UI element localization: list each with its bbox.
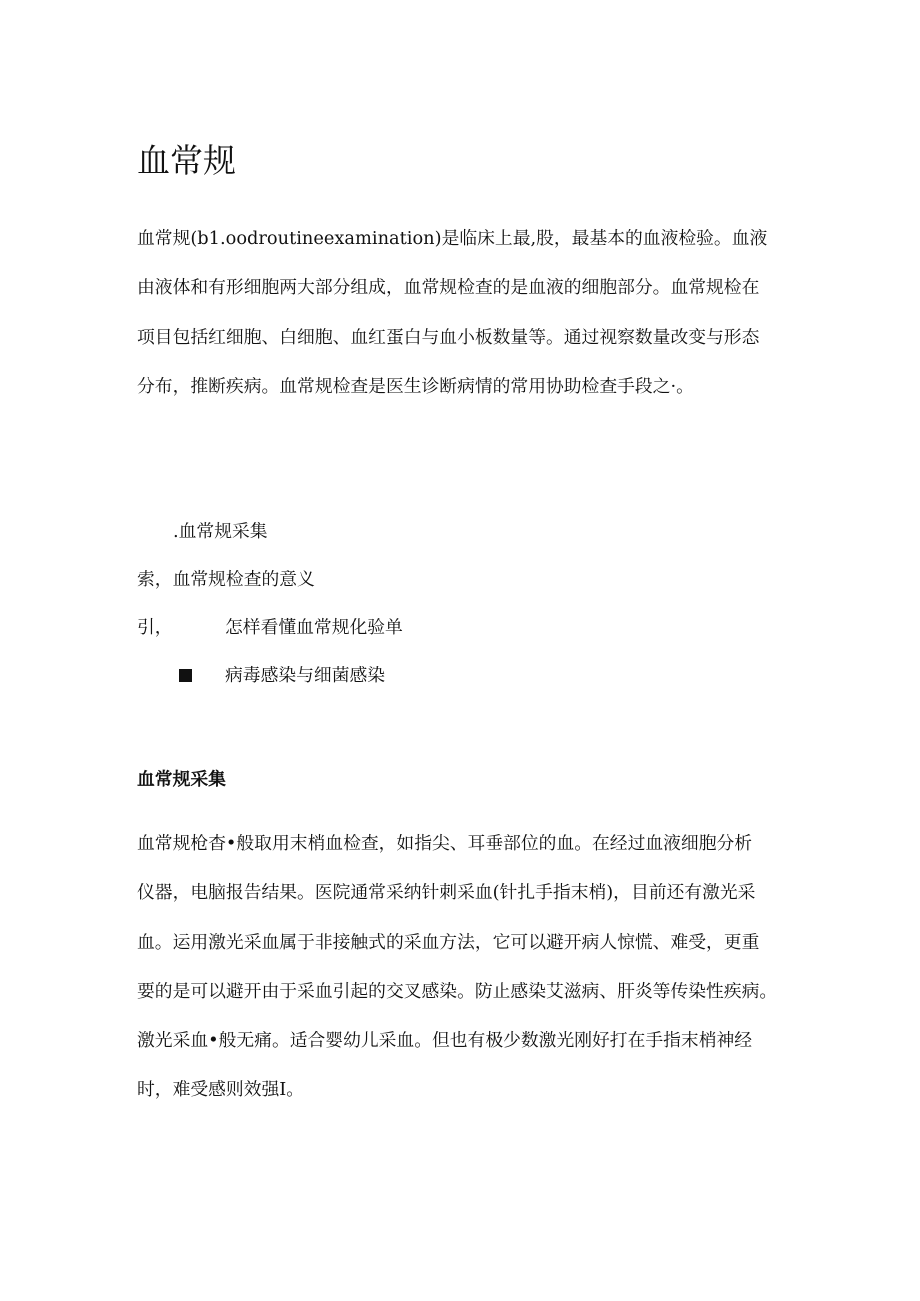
toc-item-label[interactable]: 病毒感染与细菌感染 [225, 665, 386, 686]
toc-item-collection[interactable] [137, 508, 737, 556]
section-line: 时，难受感则效强I。 [137, 1079, 305, 1101]
toc-item-read-report[interactable] [137, 604, 737, 652]
section-line: 要的是可以避开由于采血引起的交叉感染。防止感染艾滋病、肝炎等传染性疾病。 [137, 980, 778, 1002]
intro-paragraph [137, 214, 787, 411]
toc-item-significance[interactable] [137, 556, 737, 604]
table-of-contents [137, 508, 737, 700]
intro-line: 项目包括红细胞、白细胞、血红蛋白与血小板数量等。通过视察数量改变与形态 [137, 326, 760, 348]
toc-item-infection[interactable] [137, 652, 737, 700]
toc-item-label[interactable]: .血常规采集 [173, 521, 268, 542]
section-line: 仪器，电脑报告结果。医院通常采纳针刺采血(针扎手指末梢)，目前还有激光采 [137, 882, 756, 904]
section-line: 血常规枪杳•般取用末梢血检查，如指尖、耳垂部位的血。在经过血液细胞分析 [137, 833, 753, 854]
intro-line: 由液体和有形细胞两大部分组成，血常规检查的是血液的细胞部分。血常规检在 [137, 277, 760, 299]
toc-lead-marker: 引， [137, 617, 173, 638]
toc-item-label[interactable]: 索，血常规检查的意义 [137, 569, 315, 590]
section-line: 血。运用激光采血属于非接触式的采血方法，它可以避开病人惊慌、难受，更重 [137, 931, 760, 953]
page-title: 血常规 [137, 141, 236, 180]
square-bullet-icon [179, 669, 192, 682]
section-paragraph [137, 819, 787, 1115]
intro-line: 分布，推断疾病。血常规检查是医生诊断病情的常用协助检查手段之·。 [137, 375, 694, 397]
intro-line: 血常规(b1.oodroutineexamination)是临床上最,股，最基本的血液检验。血液 [137, 228, 768, 249]
section-line: 激光采血•般无痛。适合婴幼儿采血。但也有极少数激光刚好打在手指末梢神经 [137, 1030, 753, 1052]
toc-item-label[interactable]: 怎样看懂血常规化验单 [225, 617, 403, 638]
section-heading: 血常规采集 [137, 769, 226, 790]
